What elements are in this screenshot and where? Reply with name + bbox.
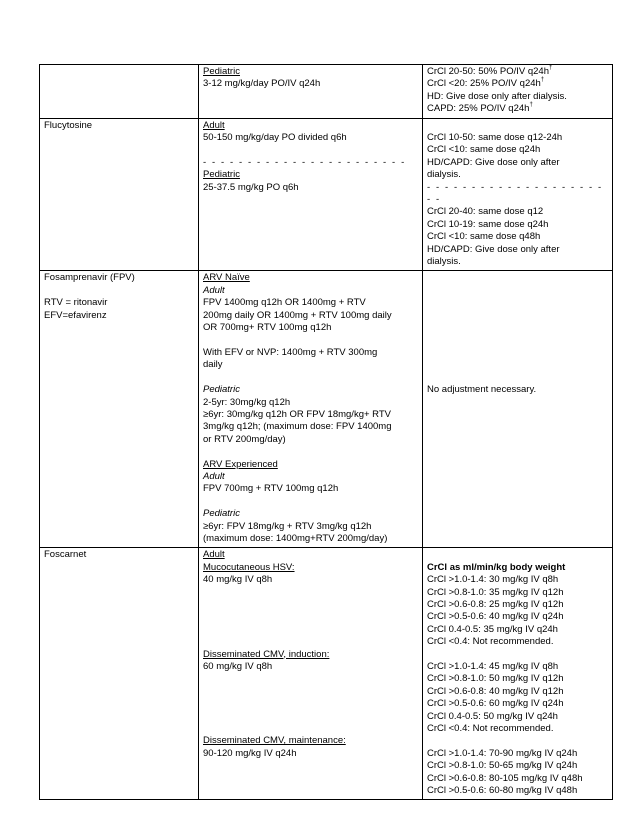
cell-line	[44, 272, 195, 284]
cell-text: CrCl <20: 25% PO/IV q24h	[427, 78, 541, 90]
dosing-cell	[199, 118, 423, 271]
cell-text: Adult	[203, 470, 225, 482]
cell-text: CrCl <10: same dose q48h	[427, 231, 541, 243]
dagger-footnote-mark: †	[548, 64, 553, 71]
cell-text: FPV 700mg + RTV 100mg q12h	[203, 483, 339, 495]
cell-line	[203, 508, 419, 520]
cell-text: CrCl >0.6-0.8: 25 mg/kg IV q12h	[427, 598, 564, 610]
cell-line	[203, 66, 419, 78]
cell-text: CrCl 20-50: 50% PO/IV q24h	[427, 66, 549, 77]
cell-line	[203, 132, 419, 144]
cell-line	[427, 169, 609, 181]
dosing-cell	[199, 271, 423, 548]
cell-line	[203, 421, 419, 433]
cell-line	[427, 206, 609, 218]
cell-line	[44, 549, 195, 561]
cell-line	[427, 91, 609, 103]
cell-text: HD/CAPD: Give dose only after	[427, 156, 560, 168]
cell-text: CrCl >0.8-1.0: 50-65 mg/kg IV q24h	[427, 760, 578, 772]
cell-text: ≥6yr: FPV 18mg/kg + RTV 3mg/kg q12h	[203, 520, 372, 532]
cell-text: CAPD: 25% PO/IV q24h	[427, 103, 530, 115]
cell-line	[427, 773, 609, 785]
cell-line	[427, 182, 609, 207]
renal-adjustment-cell	[423, 548, 613, 800]
cell-line	[203, 649, 419, 661]
cell-text: 40 mg/kg IV q8h	[203, 574, 273, 586]
cell-line	[203, 533, 419, 545]
cell-line	[203, 322, 419, 334]
cell-line	[203, 297, 419, 309]
cell-text: Mucocutaneous HSV:	[203, 561, 295, 573]
cell-line	[203, 359, 419, 371]
cell-line	[203, 434, 419, 446]
cell-line	[203, 574, 419, 586]
cell-spacer	[203, 372, 419, 384]
cell-line	[203, 735, 419, 747]
drug-name-cell	[40, 548, 199, 800]
table-row	[40, 271, 613, 548]
cell-text: Pediatric	[203, 66, 240, 77]
cell-line	[203, 347, 419, 359]
cell-text: CrCl <10: same dose q24h	[427, 144, 541, 156]
cell-line	[427, 636, 609, 648]
cell-text: No adjustment necessary.	[427, 384, 537, 396]
cell-line	[427, 599, 609, 611]
cell-line	[44, 310, 195, 322]
cell-line	[427, 673, 609, 685]
drug-name-cell	[40, 271, 199, 548]
cell-text: CrCl >0.5-0.6: 60 mg/kg IV q24h	[427, 698, 564, 710]
cell-text: CrCl >0.6-0.8: 40 mg/kg IV q12h	[427, 685, 564, 697]
cell-text: CrCl 0.4-0.5: 50 mg/kg IV q24h	[427, 710, 558, 722]
cell-line	[203, 483, 419, 495]
cell-line	[427, 384, 609, 396]
cell-line	[427, 661, 609, 673]
cell-spacer	[427, 735, 609, 747]
renal-adjustment-cell	[423, 118, 613, 271]
cell-text: CrCl >1.0-1.4: 70-90 mg/kg IV q24h	[427, 747, 578, 759]
cell-text: CrCl <0.4: Not recommended.	[427, 636, 554, 648]
drug-dosing-table	[39, 64, 613, 800]
dagger-footnote-mark: †	[540, 77, 545, 84]
cell-line	[203, 748, 419, 760]
cell-text: CrCl >0.6-0.8: 80-105 mg/kg IV q48h	[427, 772, 583, 784]
cell-line	[427, 611, 609, 623]
cell-spacer	[203, 496, 419, 508]
cell-spacer	[203, 587, 419, 649]
table-row	[40, 65, 613, 119]
cell-line	[203, 310, 419, 322]
cell-line	[203, 549, 419, 561]
cell-text: CrCl 0.4-0.5: 35 mg/kg IV q24h	[427, 623, 558, 635]
cell-text: CrCl >0.8-1.0: 50 mg/kg IV q12h	[427, 673, 564, 685]
cell-text: CrCl as ml/min/kg body weight	[427, 561, 566, 573]
cell-spacer	[203, 144, 419, 156]
cell-text: Disseminated CMV, induction:	[203, 648, 330, 660]
cell-line	[203, 562, 419, 574]
cell-line	[203, 78, 419, 90]
cell-text: daily	[203, 359, 223, 371]
cell-spacer	[427, 549, 609, 561]
cell-line	[203, 471, 419, 483]
cell-line	[203, 272, 419, 284]
cell-line	[427, 624, 609, 636]
cell-line	[427, 698, 609, 710]
cell-line	[427, 723, 609, 735]
cell-text: dialysis.	[427, 256, 461, 268]
divider-dashes: - - - - - - - - - - - - - - - - - - - - - -	[427, 181, 608, 206]
table-row	[40, 118, 613, 271]
cell-text: EFV=efavirenz	[44, 309, 107, 321]
cell-line	[427, 760, 609, 772]
dagger-footnote-mark: †	[529, 102, 533, 109]
cell-line	[427, 562, 609, 574]
renal-adjustment-cell	[423, 65, 613, 119]
drug-name-cell	[40, 65, 199, 119]
cell-text: Disseminated CMV, maintenance:	[203, 735, 346, 747]
cell-text: CrCl 10-50: same dose q12-24h	[427, 132, 563, 144]
cell-text: dialysis.	[427, 169, 461, 181]
cell-text: 60 mg/kg IV q8h	[203, 660, 273, 672]
cell-text: CrCl <0.4: Not recommended.	[427, 723, 554, 735]
renal-adjustment-cell	[423, 271, 613, 548]
cell-spacer	[427, 120, 609, 132]
cell-spacer	[44, 285, 195, 297]
cell-text: HD: Give dose only after dialysis.	[427, 90, 567, 102]
cell-text: CrCl >1.0-1.4: 45 mg/kg IV q8h	[427, 660, 559, 672]
cell-line	[427, 157, 609, 169]
cell-line	[427, 244, 609, 256]
divider-dashes: - - - - - - - - - - - - - - - - - - - - - - -	[203, 156, 406, 168]
cell-text: OR 700mg+ RTV 100mg q12h	[203, 322, 332, 334]
cell-line	[427, 231, 609, 243]
cell-spacer	[203, 673, 419, 735]
cell-line	[427, 78, 609, 90]
cell-spacer	[427, 272, 609, 384]
cell-text: With EFV or NVP: 1400mg + RTV 300mg	[203, 346, 378, 358]
cell-line	[427, 219, 609, 231]
cell-text: 3-12 mg/kg/day PO/IV q24h	[203, 78, 321, 90]
cell-text: Fosamprenavir (FPV)	[44, 272, 135, 284]
cell-line	[427, 574, 609, 586]
cell-text: Pediatric	[203, 169, 240, 181]
drug-name-cell	[40, 118, 199, 271]
cell-text: RTV = ritonavir	[44, 297, 108, 309]
cell-text: 90-120 mg/kg IV q24h	[203, 747, 297, 759]
cell-line	[203, 409, 419, 421]
cell-text: HD/CAPD: Give dose only after	[427, 243, 560, 255]
cell-spacer	[427, 649, 609, 661]
cell-line	[203, 120, 419, 132]
cell-text: (maximum dose: 1400mg+RTV 200mg/day)	[203, 532, 388, 544]
cell-text: Pediatric	[203, 508, 240, 520]
cell-text: Adult	[203, 549, 225, 561]
cell-line	[427, 748, 609, 760]
cell-line	[427, 103, 609, 115]
dosing-cell	[199, 548, 423, 800]
cell-line	[427, 132, 609, 144]
cell-text: Flucytosine	[44, 119, 93, 131]
cell-line	[203, 397, 419, 409]
cell-line	[203, 521, 419, 533]
cell-line	[427, 587, 609, 599]
cell-text: CrCl 20-40: same dose q12	[427, 206, 544, 218]
cell-text: CrCl >0.5-0.6: 60-80 mg/kg IV q48h	[427, 785, 578, 797]
cell-spacer	[203, 335, 419, 347]
cell-line	[203, 285, 419, 297]
cell-text: Adult	[203, 119, 225, 131]
cell-line	[203, 182, 419, 194]
cell-line	[427, 711, 609, 723]
cell-line	[427, 66, 609, 78]
cell-line	[203, 157, 419, 169]
dosing-cell	[199, 65, 423, 119]
cell-text: 2-5yr: 30mg/kg q12h	[203, 396, 291, 408]
cell-text: 3mg/kg q12h; (maximum dose: FPV 1400mg	[203, 421, 392, 433]
cell-line	[427, 686, 609, 698]
cell-line	[427, 256, 609, 268]
cell-text: CrCl 10-19: same dose q24h	[427, 218, 549, 230]
cell-text: ≥6yr: 30mg/kg q12h OR FPV 18mg/kg+ RTV	[203, 408, 391, 420]
table-row	[40, 548, 613, 800]
cell-text: Pediatric	[203, 384, 240, 396]
cell-text: 200mg daily OR 1400mg + RTV 100mg daily	[203, 309, 392, 321]
cell-line	[427, 785, 609, 797]
cell-text: CrCl >1.0-1.4: 30 mg/kg IV q8h	[427, 574, 559, 586]
cell-text: 50-150 mg/kg/day PO divided q6h	[203, 132, 347, 144]
cell-line	[203, 384, 419, 396]
cell-line	[44, 120, 195, 132]
cell-line	[44, 297, 195, 309]
cell-text: CrCl >0.8-1.0: 35 mg/kg IV q12h	[427, 586, 564, 598]
cell-line	[203, 459, 419, 471]
cell-text: 25-37.5 mg/kg PO q6h	[203, 181, 299, 193]
cell-text: or RTV 200mg/day)	[203, 433, 286, 445]
cell-line	[203, 661, 419, 673]
cell-spacer	[203, 446, 419, 458]
cell-line	[203, 169, 419, 181]
cell-text: Foscarnet	[44, 549, 87, 561]
cell-line	[427, 144, 609, 156]
cell-text: Adult	[203, 284, 225, 296]
cell-text: ARV Experienced	[203, 458, 278, 470]
cell-text: ARV Naïve	[203, 272, 250, 284]
cell-text: FPV 1400mg q12h OR 1400mg + RTV	[203, 297, 366, 309]
cell-text: CrCl >0.5-0.6: 40 mg/kg IV q24h	[427, 611, 564, 623]
